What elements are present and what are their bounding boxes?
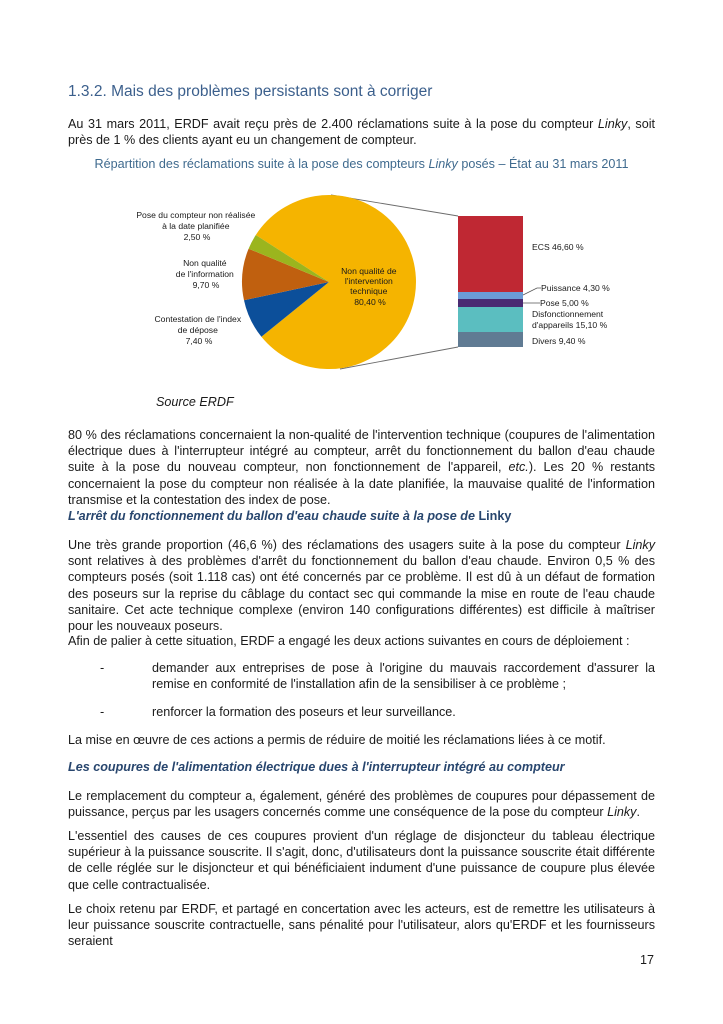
- chart-source: Source ERDF: [156, 395, 234, 409]
- label-pose-non-realisee: Pose du compteur non réalisée à la date planifiée 2,50 %: [136, 210, 256, 242]
- para2-text: Une très grande proportion (46,6 %) des réclamations des usagers suite à la pose du compteur: [68, 538, 626, 552]
- para2-text-end: sont relatives à des problèmes d'arrêt du fonctionnement du ballon d'eau chaude. Environ 0,5 % des compteurs posés (soit 1.118 cas) ont été concernés par ce problème. Il est dû à un défaut de formation des poseurs sur la reprise du câblage du contact sec qui commande la mise en route de l'eau chaude sanitaire. Cet acte technique complexe (environ 140 configurations différentes) est difficile à maîtriser pour les nouveaux poseurs.: [68, 554, 655, 634]
- paragraph-choix: Le choix retenu par ERDF, et partagé en concertation avec les acteurs, est de remettre les utilisateurs à leur puissance souscrite contractuelle, sans pénalité pour l'utilisateur, alors qu'ERDF et les fournisseurs seraient: [68, 902, 655, 949]
- paragraph-causes: L'essentiel des causes de ces coupures provient d'un réglage de disjoncteur du tableau électrique supérieur à la puissance souscrite. Il s'agit, donc, d'utilisateurs dont la puissance souscrite était différente de celle réglée sur le disjoncteur et qui bénéficiaient indument d'une puissance de coupure plus élevée que celle contractualisée.: [68, 829, 655, 892]
- bullet-item-1: [100, 660, 655, 692]
- bar-segment-ecs: [458, 216, 523, 292]
- bullet-dash: -: [100, 661, 105, 675]
- subheading-ballon-eau-chaude: [68, 509, 511, 523]
- label-pose: Pose 5,00 %: [540, 298, 589, 308]
- label-ecs: ECS 46,60 %: [532, 242, 584, 252]
- intro-text: Au 31 mars 2011, ERDF avait reçu près de 2.400 réclamations suite à la pose du compteur: [68, 117, 598, 131]
- label-disfonctionnement-1: Disfonctionnement: [532, 309, 604, 319]
- pie-of-bar-chart: [0, 0, 723, 400]
- label-puissance: Puissance 4,30 %: [541, 283, 610, 293]
- paragraph-result: La mise en œuvre de ces actions a permis de réduire de moitié les réclamations liées à ce motif.: [68, 733, 606, 747]
- paragraph-actions-intro: Afin de palier à cette situation, ERDF a engagé les deux actions suivantes en cours de déploiement :: [68, 634, 630, 648]
- para1-text-end: ). Les 20 % restants concernaient la pose du compteur non réalisée à la date planifiée, la mauvaise qualité de l'information transmise et la contestation des index de pose.: [68, 460, 655, 507]
- bar-segment-puissance: [458, 292, 523, 299]
- label-contestation: Contestation de l'index de dépose 7,40 %: [154, 314, 242, 346]
- intro-text-end: , soit près de 1 % des clients ayant eu un changement de compteur.: [68, 117, 655, 148]
- label-divers: Divers 9,40 %: [532, 336, 586, 346]
- para5-text: Le remplacement du compteur a, également, généré des problèmes de coupures pour dépassement de puissance, perçus par les usagers concernés comme une conséquence de la pose du compteur: [68, 789, 655, 820]
- para1-text: 80 % des réclamations concernaient la non-qualité de l'intervention technique (coupures de l'alimentation électrique dues à l'interrupteur intégré au compteur, arrêt du fonctionnement du ballon d'eau chaude suite à la pose du nouveau compteur, non fonctionnement de l'appareil,: [68, 428, 655, 475]
- label-information: Non qualité de l'information 9,70 %: [175, 258, 234, 290]
- subhead1-plain: Linky: [478, 509, 512, 523]
- chart-title-italic: Linky: [428, 157, 458, 171]
- section-heading: 1.3.2. Mais des problèmes persistants sont à corriger: [68, 83, 433, 100]
- para2-italic: Linky: [625, 538, 655, 552]
- chart-title-text-end: posés – État au 31 mars 2011: [457, 157, 629, 171]
- bullet-dash: -: [100, 705, 105, 719]
- bullet-text: renforcer la formation des poseurs et leur surveillance.: [152, 705, 456, 719]
- chart-title-text: Répartition des réclamations suite à la pose des compteurs: [94, 157, 429, 171]
- paragraph-ballon: [68, 537, 655, 634]
- label-disfonctionnement-2: d'appareils 15,10 %: [532, 320, 608, 330]
- intro-italic: Linky: [597, 117, 628, 131]
- bar-segment-disfonctionnement: [458, 307, 523, 332]
- para1-italic: etc.: [508, 460, 529, 475]
- para5-italic: Linky: [607, 805, 637, 820]
- label-intervention: Non qualité de l'intervention technique 80,40 %: [341, 266, 397, 307]
- page-number: 17: [640, 953, 655, 967]
- leader-puissance: [523, 288, 541, 295]
- subhead1-italic: L'arrêt du fonctionnement du ballon d'eau chaude suite à la pose de: [68, 509, 479, 523]
- bar-segment-pose: [458, 299, 523, 307]
- paragraph-80-percent: [68, 427, 655, 508]
- bullet-item-2: [100, 704, 655, 720]
- breakdown-bar: [458, 216, 523, 347]
- para5-text-end: .: [636, 805, 640, 820]
- subheading-coupures: Les coupures de l'alimentation électrique dues à l'interrupteur intégré au compteur: [68, 760, 565, 774]
- bar-segment-divers: [458, 332, 523, 347]
- bullet-text: demander aux entreprises de pose à l'origine du mauvais raccordement d'assurer la remise en conformité de l'installation afin de la sensibiliser à ce problème ;: [152, 661, 655, 692]
- paragraph-remplacement: [68, 788, 655, 820]
